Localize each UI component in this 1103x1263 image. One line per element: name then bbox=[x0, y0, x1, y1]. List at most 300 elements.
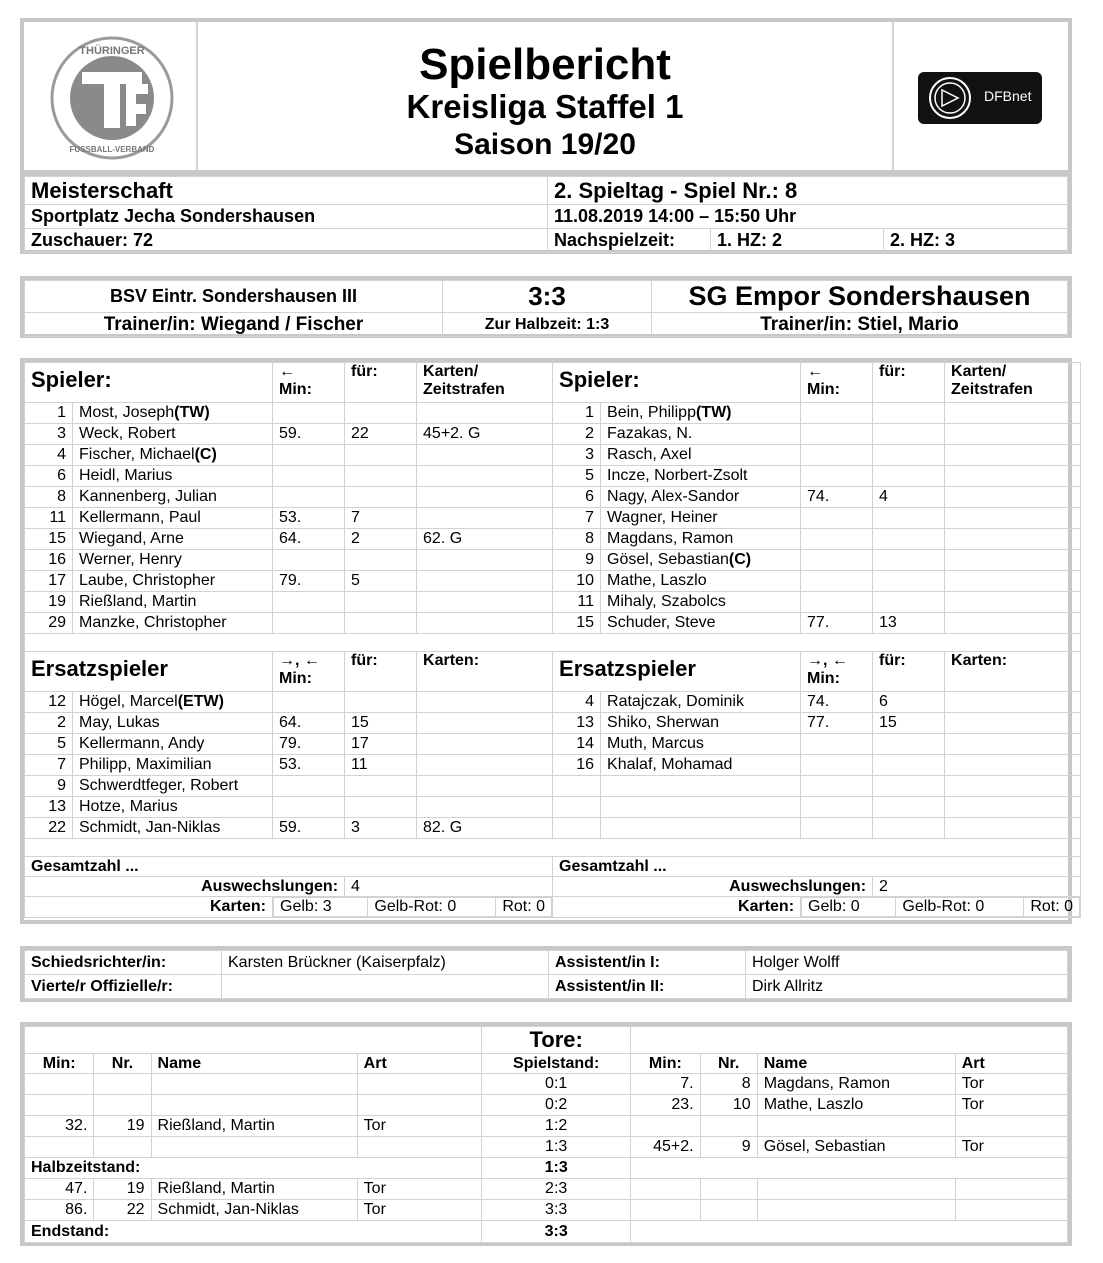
home-player-for: 5 bbox=[345, 571, 417, 592]
away-player-cards bbox=[945, 487, 1081, 508]
home-goal-type bbox=[357, 1074, 482, 1095]
goal-row bbox=[25, 1095, 1068, 1116]
away-player-for: 6 bbox=[873, 692, 945, 713]
away-player-for: 15 bbox=[873, 713, 945, 734]
goal-row bbox=[25, 1116, 1068, 1137]
home-player-minute bbox=[273, 692, 345, 713]
home-player-minute bbox=[273, 403, 345, 424]
away-player-number: 11 bbox=[553, 592, 601, 613]
player-row bbox=[25, 592, 1081, 613]
away-goal-number bbox=[700, 1179, 757, 1200]
home-player-minute: 53. bbox=[273, 508, 345, 529]
home-player-name bbox=[73, 776, 273, 797]
away-goal-number bbox=[700, 1200, 757, 1221]
away-name-header: Name bbox=[757, 1054, 955, 1074]
away-player-for bbox=[873, 529, 945, 550]
goal-score: 1:3 bbox=[482, 1137, 631, 1158]
player-row bbox=[25, 692, 1081, 713]
away-player-minute: 77. bbox=[801, 713, 873, 734]
away-player-number bbox=[553, 776, 601, 797]
away-goal-type bbox=[955, 1116, 1067, 1137]
away-nr-header: Nr. bbox=[700, 1054, 757, 1074]
player-role: (TW) bbox=[695, 404, 732, 421]
away-player-cards bbox=[945, 797, 1081, 818]
home-player-minute: 59. bbox=[273, 818, 345, 839]
home-player-number: 2 bbox=[25, 713, 73, 734]
away-player-minute bbox=[801, 445, 873, 466]
home-player-name bbox=[73, 692, 273, 713]
player-name-text: Högel, Marcel bbox=[79, 693, 178, 710]
player-role: (C) bbox=[728, 551, 752, 568]
home-player-name bbox=[73, 424, 273, 445]
home-player-number: 11 bbox=[25, 508, 73, 529]
home-player-minute bbox=[273, 445, 345, 466]
away-player-cards bbox=[945, 776, 1081, 797]
home-player-minute bbox=[273, 487, 345, 508]
away-player-name bbox=[601, 713, 801, 734]
goal-score: 3:3 bbox=[482, 1200, 631, 1221]
player-name-text: Fischer, Michael bbox=[79, 446, 195, 463]
home-player-number: 8 bbox=[25, 487, 73, 508]
home-player-cards bbox=[417, 755, 553, 776]
away-player-for bbox=[873, 403, 945, 424]
home-player-minute: 64. bbox=[273, 713, 345, 734]
player-name-text: Incze, Norbert-Zsolt bbox=[607, 467, 748, 484]
home-cards-total-label: Karten: bbox=[25, 897, 273, 918]
fourth-official-label: Vierte/r Offizielle/r: bbox=[25, 975, 222, 999]
goals-header-row bbox=[25, 1054, 1068, 1074]
away-goal-scorer bbox=[757, 1179, 955, 1200]
home-player-number: 17 bbox=[25, 571, 73, 592]
dfbnet-badge bbox=[918, 72, 1042, 124]
home-goal-minute: 32. bbox=[25, 1116, 94, 1137]
away-type-header: Art bbox=[955, 1054, 1067, 1074]
halftime-label: Halbzeitstand: bbox=[25, 1158, 482, 1179]
home-player-for bbox=[345, 692, 417, 713]
home-player-minute: 79. bbox=[273, 571, 345, 592]
away-player-for bbox=[873, 755, 945, 776]
away-goal-number: 9 bbox=[700, 1137, 757, 1158]
cards-breakdown bbox=[273, 897, 552, 917]
away-player-cards bbox=[945, 508, 1081, 529]
home-type-header: Art bbox=[357, 1054, 482, 1074]
player-name-text: Kellermann, Andy bbox=[79, 735, 205, 752]
player-name-text: Schwerdtfeger, Robert bbox=[79, 777, 239, 794]
away-for-header: für: bbox=[873, 363, 945, 403]
goal-score: 0:2 bbox=[482, 1095, 631, 1116]
home-player-for bbox=[345, 550, 417, 571]
away-substitutions-label: Auswechslungen: bbox=[553, 877, 873, 897]
away-player-for bbox=[873, 734, 945, 755]
home-player-cards bbox=[417, 613, 553, 634]
home-goal-number bbox=[94, 1137, 151, 1158]
totals-header-row bbox=[25, 857, 1081, 877]
away-player-minute bbox=[801, 403, 873, 424]
home-player-cards bbox=[417, 466, 553, 487]
home-player-name bbox=[73, 818, 273, 839]
home-player-minute: 53. bbox=[273, 755, 345, 776]
home-substitutions-label: Auswechslungen: bbox=[25, 877, 345, 897]
player-row bbox=[25, 571, 1081, 592]
home-player-cards bbox=[417, 550, 553, 571]
squads-panel bbox=[20, 358, 1072, 924]
player-name-text: Heidl, Marius bbox=[79, 467, 173, 484]
away-player-number bbox=[553, 797, 601, 818]
player-name-text: Ratajczak, Dominik bbox=[607, 693, 744, 710]
home-player-cards bbox=[417, 692, 553, 713]
goals-title: Tore: bbox=[482, 1027, 631, 1054]
player-row bbox=[25, 755, 1081, 776]
player-name-text: Khalaf, Mohamad bbox=[607, 756, 733, 773]
away-yellow-cards: Gelb: 0 bbox=[802, 898, 896, 917]
svg-text:FUSSBALL-VERBAND: FUSSBALL-VERBAND bbox=[69, 145, 155, 154]
goals-table bbox=[24, 1026, 1068, 1243]
stoppage-first-half: 1. HZ: 2 bbox=[711, 229, 884, 253]
assistant2-name: Dirk Allritz bbox=[746, 975, 1068, 999]
home-goal-scorer bbox=[151, 1074, 357, 1095]
away-player-number: 7 bbox=[553, 508, 601, 529]
home-yellow-red-cards: Gelb-Rot: 0 bbox=[368, 898, 496, 917]
player-name-text: Manzke, Christopher bbox=[79, 614, 227, 631]
home-player-name bbox=[73, 613, 273, 634]
away-player-name bbox=[601, 550, 801, 571]
home-player-for: 3 bbox=[345, 818, 417, 839]
away-player-minute bbox=[801, 466, 873, 487]
final-score: 3:3 bbox=[443, 281, 652, 313]
home-min-header: ← Min: bbox=[273, 363, 345, 403]
home-player-cards bbox=[417, 487, 553, 508]
home-totals-label: Gesamtzahl ... bbox=[25, 857, 553, 877]
away-goal-scorer: Mathe, Laszlo bbox=[757, 1095, 955, 1116]
tfv-logo-icon bbox=[24, 22, 196, 170]
away-goal-type: Tor bbox=[955, 1137, 1067, 1158]
away-goal-type bbox=[955, 1179, 1067, 1200]
home-player-minute bbox=[273, 466, 345, 487]
home-player-number: 29 bbox=[25, 613, 73, 634]
player-name-text: Weck, Robert bbox=[79, 425, 176, 442]
home-player-name bbox=[73, 550, 273, 571]
away-player-minute bbox=[801, 529, 873, 550]
player-role: (TW) bbox=[174, 404, 210, 421]
home-player-cards bbox=[417, 508, 553, 529]
away-for-header: für: bbox=[873, 652, 945, 692]
home-for-header: für: bbox=[345, 363, 417, 403]
home-player-minute bbox=[273, 550, 345, 571]
spacer-row bbox=[25, 634, 1081, 652]
away-player-name bbox=[601, 692, 801, 713]
home-player-cards bbox=[417, 776, 553, 797]
player-name-text: Gösel, Sebastian bbox=[607, 551, 729, 568]
away-player-minute bbox=[801, 508, 873, 529]
away-player-number: 9 bbox=[553, 550, 601, 571]
away-goal-scorer bbox=[757, 1116, 955, 1137]
away-player-cards bbox=[945, 550, 1081, 571]
away-player-name bbox=[601, 818, 801, 839]
home-min-header: →, ← Min: bbox=[273, 652, 345, 692]
home-player-for bbox=[345, 403, 417, 424]
home-player-minute bbox=[273, 613, 345, 634]
away-player-number: 10 bbox=[553, 571, 601, 592]
away-goal-number: 10 bbox=[700, 1095, 757, 1116]
home-player-cards: 45+2. G bbox=[417, 424, 553, 445]
home-name-header: Name bbox=[151, 1054, 357, 1074]
away-goal-type bbox=[955, 1200, 1067, 1221]
away-cards-header: Karten/ Zeitstrafen bbox=[945, 363, 1081, 403]
report-header bbox=[20, 18, 1072, 174]
referee-label: Schiedsrichter/in: bbox=[25, 951, 222, 975]
home-nr-header: Nr. bbox=[94, 1054, 151, 1074]
squad-header-row bbox=[25, 652, 1081, 692]
home-player-cards bbox=[417, 713, 553, 734]
home-player-minute: 79. bbox=[273, 734, 345, 755]
home-goal-minute: 47. bbox=[25, 1179, 94, 1200]
home-section-label: Ersatzspieler bbox=[25, 652, 273, 692]
home-player-for bbox=[345, 445, 417, 466]
away-player-name bbox=[601, 755, 801, 776]
away-player-minute bbox=[801, 550, 873, 571]
match-datetime: 11.08.2019 14:00 – 15:50 Uhr bbox=[548, 205, 1068, 229]
home-player-cards bbox=[417, 571, 553, 592]
score-header: Spielstand: bbox=[482, 1054, 631, 1074]
player-name-text: Kannenberg, Julian bbox=[79, 488, 217, 505]
home-player-number: 12 bbox=[25, 692, 73, 713]
match-meta bbox=[20, 172, 1072, 254]
away-goal-scorer bbox=[757, 1200, 955, 1221]
assistant1-label: Assistent/in I: bbox=[549, 951, 746, 975]
home-player-for: 11 bbox=[345, 755, 417, 776]
home-player-number: 22 bbox=[25, 818, 73, 839]
goal-row bbox=[25, 1200, 1068, 1221]
away-player-cards bbox=[945, 571, 1081, 592]
away-player-number: 8 bbox=[553, 529, 601, 550]
stoppage-label: Nachspielzeit: bbox=[548, 229, 711, 253]
home-cards-header: Karten/ Zeitstrafen bbox=[417, 363, 553, 403]
player-row bbox=[25, 613, 1081, 634]
player-name-text: Kellermann, Paul bbox=[79, 509, 201, 526]
away-player-minute bbox=[801, 818, 873, 839]
away-player-for bbox=[873, 776, 945, 797]
home-player-name bbox=[73, 592, 273, 613]
away-player-minute: 74. bbox=[801, 487, 873, 508]
away-player-for bbox=[873, 571, 945, 592]
home-player-name bbox=[73, 529, 273, 550]
home-player-cards bbox=[417, 734, 553, 755]
home-player-name bbox=[73, 403, 273, 424]
away-goal-number bbox=[700, 1116, 757, 1137]
away-player-for bbox=[873, 424, 945, 445]
player-name-text: Nagy, Alex-Sandor bbox=[607, 488, 740, 505]
away-section-label: Ersatzspieler bbox=[553, 652, 801, 692]
home-player-cards bbox=[417, 403, 553, 424]
away-player-minute bbox=[801, 755, 873, 776]
home-for-header: für: bbox=[345, 652, 417, 692]
away-substitutions-count: 2 bbox=[873, 877, 1081, 897]
halftime-row bbox=[25, 1158, 1068, 1179]
player-row bbox=[25, 424, 1081, 445]
away-player-name bbox=[601, 466, 801, 487]
home-player-for bbox=[345, 466, 417, 487]
player-name-text: Philipp, Maximilian bbox=[79, 756, 212, 773]
player-name-text: Hotze, Marius bbox=[79, 798, 178, 815]
away-player-minute bbox=[801, 776, 873, 797]
away-goal-minute bbox=[631, 1179, 700, 1200]
player-row bbox=[25, 818, 1081, 839]
away-player-number: 6 bbox=[553, 487, 601, 508]
away-player-minute bbox=[801, 734, 873, 755]
away-player-number: 15 bbox=[553, 613, 601, 634]
goal-score: 1:2 bbox=[482, 1116, 631, 1137]
home-goal-scorer: Schmidt, Jan-Niklas bbox=[151, 1200, 357, 1221]
competition: Meisterschaft bbox=[25, 177, 548, 205]
home-player-name bbox=[73, 466, 273, 487]
player-name-text: Muth, Marcus bbox=[607, 735, 704, 752]
away-player-name bbox=[601, 734, 801, 755]
home-goal-scorer: Rießland, Martin bbox=[151, 1179, 357, 1200]
spectators: Zuschauer: 72 bbox=[25, 229, 548, 253]
home-goal-type bbox=[357, 1095, 482, 1116]
away-player-cards bbox=[945, 403, 1081, 424]
home-player-for: 2 bbox=[345, 529, 417, 550]
away-player-name bbox=[601, 424, 801, 445]
venue: Sportplatz Jecha Sondershausen bbox=[25, 205, 548, 229]
player-role: (ETW) bbox=[177, 693, 224, 710]
home-player-number: 3 bbox=[25, 424, 73, 445]
home-player-cards bbox=[417, 797, 553, 818]
home-goal-number: 19 bbox=[94, 1116, 151, 1137]
away-player-number: 14 bbox=[553, 734, 601, 755]
player-role: (C) bbox=[194, 446, 217, 463]
home-player-number: 1 bbox=[25, 403, 73, 424]
away-player-name bbox=[601, 592, 801, 613]
player-name-text: Most, Joseph bbox=[79, 404, 175, 421]
away-player-for bbox=[873, 508, 945, 529]
away-player-cards bbox=[945, 529, 1081, 550]
away-player-minute bbox=[801, 592, 873, 613]
home-player-cards: 62. G bbox=[417, 529, 553, 550]
home-goal-number: 22 bbox=[94, 1200, 151, 1221]
home-team: BSV Eintr. Sondershausen III bbox=[25, 281, 443, 313]
player-name-text: Schmidt, Jan-Niklas bbox=[79, 819, 221, 836]
home-player-number: 13 bbox=[25, 797, 73, 818]
away-coach: Trainer/in: Stiel, Mario bbox=[652, 313, 1068, 337]
away-goal-type: Tor bbox=[955, 1074, 1067, 1095]
dfb-eagle-icon bbox=[924, 72, 976, 124]
home-min-header: Min: bbox=[25, 1054, 94, 1074]
goal-score: 2:3 bbox=[482, 1179, 631, 1200]
away-cards-total bbox=[801, 897, 1081, 918]
home-player-number: 15 bbox=[25, 529, 73, 550]
home-cards-header: Karten: bbox=[417, 652, 553, 692]
player-row bbox=[25, 466, 1081, 487]
home-goal-scorer bbox=[151, 1095, 357, 1116]
player-row bbox=[25, 403, 1081, 424]
away-player-minute bbox=[801, 424, 873, 445]
final-score-value: 3:3 bbox=[482, 1221, 631, 1243]
player-name-text: Magdans, Ramon bbox=[607, 530, 734, 547]
away-totals-label: Gesamtzahl ... bbox=[553, 857, 1081, 877]
player-name-text: Laube, Christopher bbox=[79, 572, 216, 589]
home-goal-number bbox=[94, 1074, 151, 1095]
final-row bbox=[25, 1221, 1068, 1243]
player-name-text: Wagner, Heiner bbox=[607, 509, 718, 526]
away-player-for bbox=[873, 592, 945, 613]
away-goal-minute: 7. bbox=[631, 1074, 700, 1095]
away-player-number: 1 bbox=[553, 403, 601, 424]
goals-panel bbox=[20, 1022, 1072, 1246]
home-player-number: 4 bbox=[25, 445, 73, 466]
away-player-name bbox=[601, 403, 801, 424]
player-name-text: Bein, Philipp bbox=[607, 404, 696, 421]
report-title: Spielbericht bbox=[419, 40, 671, 89]
home-player-for: 15 bbox=[345, 713, 417, 734]
away-player-name bbox=[601, 571, 801, 592]
home-section-label: Spieler: bbox=[25, 363, 273, 403]
away-yellow-red-cards: Gelb-Rot: 0 bbox=[896, 898, 1024, 917]
home-goal-number bbox=[94, 1095, 151, 1116]
home-player-number: 6 bbox=[25, 466, 73, 487]
home-cards-total bbox=[273, 897, 553, 918]
player-row bbox=[25, 734, 1081, 755]
away-player-name bbox=[601, 445, 801, 466]
officials-panel bbox=[20, 946, 1072, 1002]
player-name-text: Mathe, Laszlo bbox=[607, 572, 707, 589]
away-player-name bbox=[601, 529, 801, 550]
away-player-cards bbox=[945, 692, 1081, 713]
away-player-for bbox=[873, 466, 945, 487]
player-name-text: Rasch, Axel bbox=[607, 446, 692, 463]
home-goal-minute: 86. bbox=[25, 1200, 94, 1221]
home-player-cards bbox=[417, 445, 553, 466]
away-goal-scorer: Magdans, Ramon bbox=[757, 1074, 955, 1095]
cards-breakdown bbox=[801, 897, 1080, 917]
away-cards-header: Karten: bbox=[945, 652, 1081, 692]
away-min-header: →, ← Min: bbox=[801, 652, 873, 692]
away-player-name bbox=[601, 776, 801, 797]
home-player-minute bbox=[273, 592, 345, 613]
home-player-for bbox=[345, 776, 417, 797]
player-row bbox=[25, 445, 1081, 466]
goal-row bbox=[25, 1137, 1068, 1158]
player-name-text: Mihaly, Szabolcs bbox=[607, 593, 726, 610]
dfbnet-logo bbox=[892, 22, 1068, 170]
player-row bbox=[25, 529, 1081, 550]
home-player-number: 5 bbox=[25, 734, 73, 755]
home-player-minute bbox=[273, 797, 345, 818]
away-red-cards: Rot: 0 bbox=[1024, 898, 1080, 917]
home-player-cards bbox=[417, 592, 553, 613]
away-player-for bbox=[873, 445, 945, 466]
player-name-text: Shiko, Sherwan bbox=[607, 714, 720, 731]
away-player-cards bbox=[945, 424, 1081, 445]
home-red-cards: Rot: 0 bbox=[496, 898, 552, 917]
away-player-minute: 74. bbox=[801, 692, 873, 713]
away-player-cards bbox=[945, 713, 1081, 734]
away-player-name bbox=[601, 797, 801, 818]
home-player-number: 16 bbox=[25, 550, 73, 571]
goal-score: 0:1 bbox=[482, 1074, 631, 1095]
home-yellow-cards: Gelb: 3 bbox=[274, 898, 368, 917]
home-player-for bbox=[345, 797, 417, 818]
home-goal-minute bbox=[25, 1137, 94, 1158]
away-player-number: 4 bbox=[553, 692, 601, 713]
home-player-for bbox=[345, 592, 417, 613]
player-row bbox=[25, 797, 1081, 818]
home-goal-scorer: Rießland, Martin bbox=[151, 1116, 357, 1137]
away-player-minute bbox=[801, 797, 873, 818]
halftime-score: Zur Halbzeit: 1:3 bbox=[443, 313, 652, 337]
away-player-cards bbox=[945, 613, 1081, 634]
player-name-text: Wiegand, Arne bbox=[79, 530, 184, 547]
